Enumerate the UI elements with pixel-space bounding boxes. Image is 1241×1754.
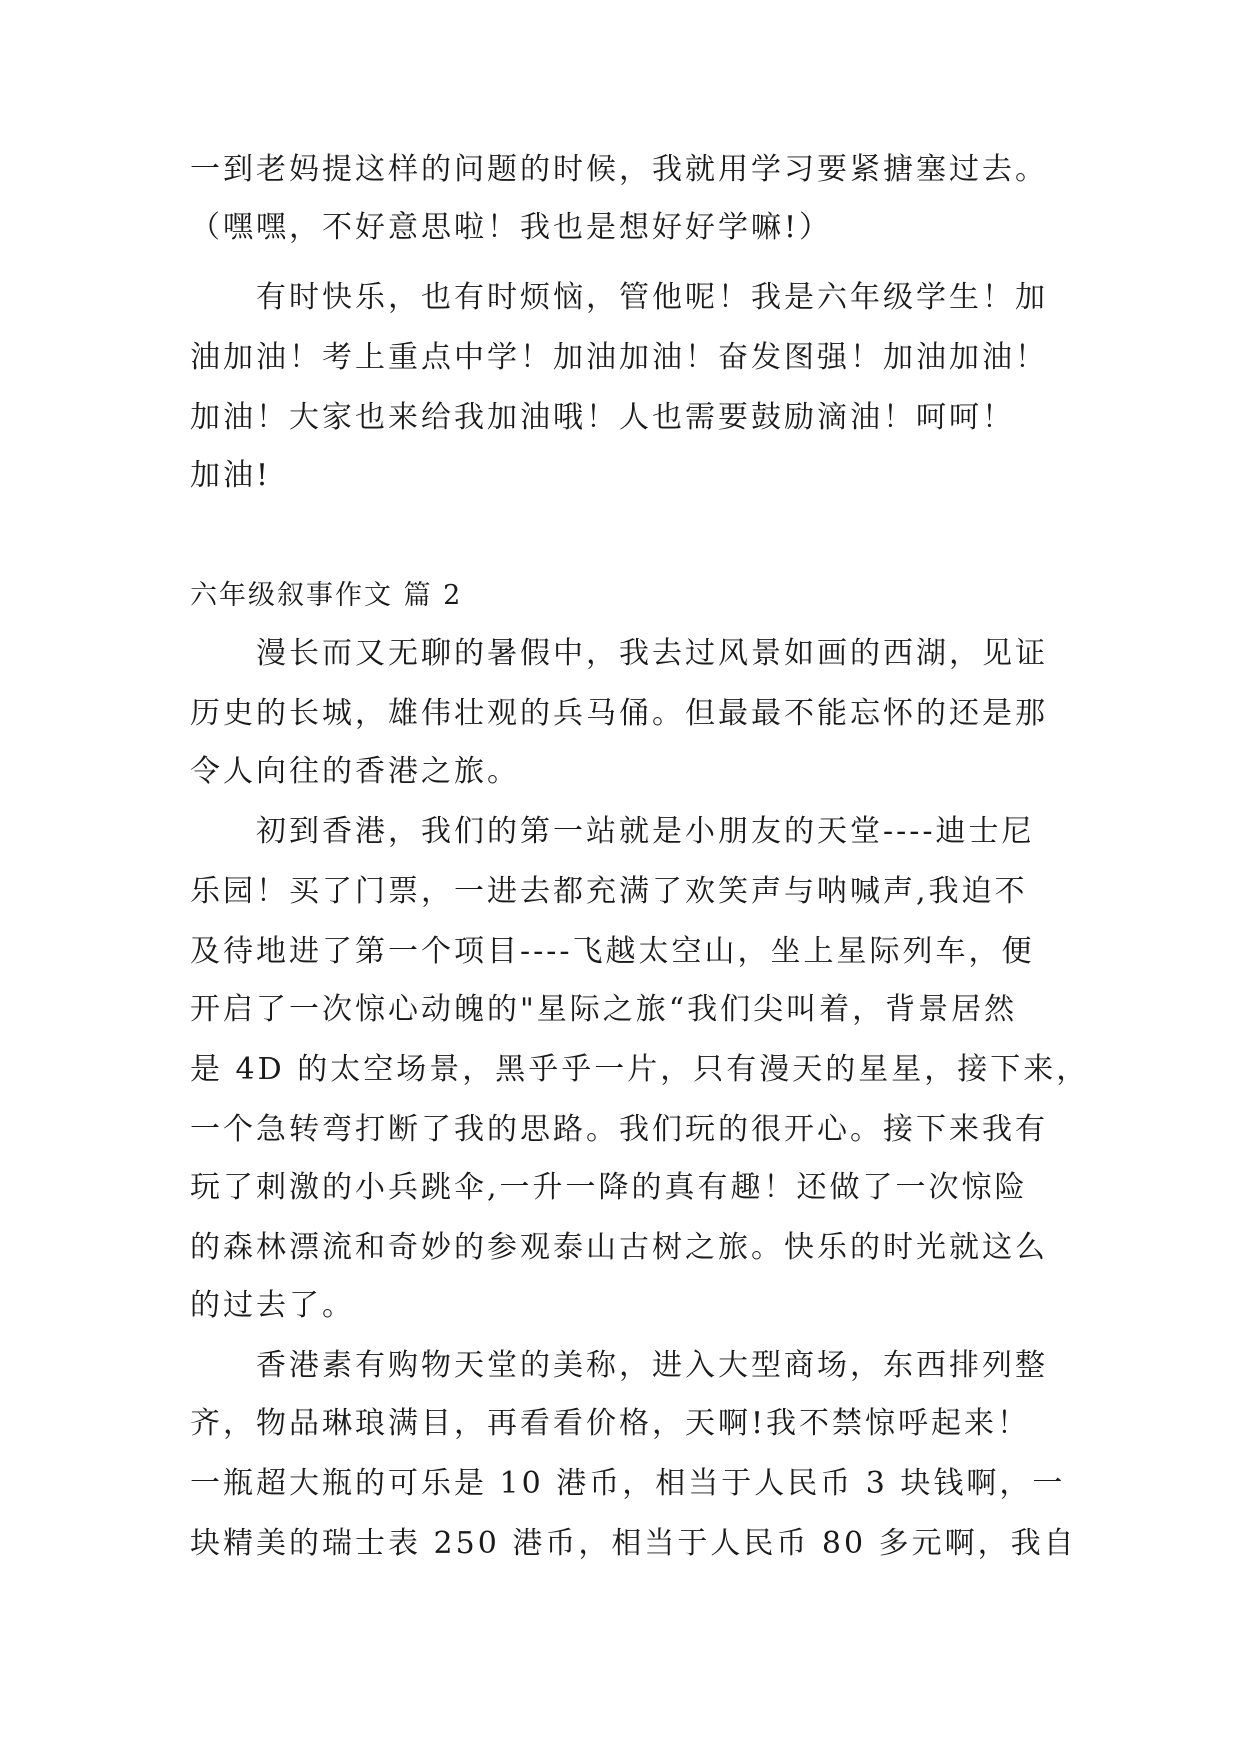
text-line: 及待地进了第一个项目----飞越太空山，坐上星际列车，便 (190, 934, 1035, 969)
text-line: 初到香港，我们的第一站就是小朋友的天堂----迪士尼 (190, 814, 1035, 849)
text-line: 有时快乐，也有时烦恼，管他呢！我是六年级学生！加 (190, 280, 1048, 315)
text-line: （嘿嘿，不好意思啦！我也是想好好学嘛!） (190, 210, 833, 245)
text-line: 香港素有购物天堂的美称，进入大型商场，东西排列整 (190, 1348, 1048, 1383)
text-line: 的森林漂流和奇妙的参观泰山古树之旅。快乐的时光就这么 (190, 1230, 1048, 1265)
section-heading: 六年级叙事作文 篇 2 (190, 580, 463, 611)
text-line: 的过去了。 (190, 1288, 355, 1323)
text-line: 加油！大家也来给我加油哦！人也需要鼓励滴油！呵呵！ (190, 400, 1015, 435)
text-line: 历史的长城，雄伟壮观的兵马俑。但最最不能忘怀的还是那 (190, 696, 1048, 731)
text-line: 一个急转弯打断了我的思路。我们玩的很开心。接下来我有 (190, 1112, 1048, 1147)
text-line: 加油! (190, 458, 272, 493)
text-line: 是 4D 的太空场景，黑乎乎一片，只有漫天的星星，接下来， (190, 1052, 1090, 1087)
text-line: 乐园！买了门票，一进去都充满了欢笑声与呐喊声,我迫不 (190, 874, 1028, 909)
text-line: 令人向往的香港之旅。 (190, 754, 520, 789)
text-line: 一瓶超大瓶的可乐是 10 港币，相当于人民币 3 块钱啊，一 (190, 1466, 1066, 1501)
text-line: 块精美的瑞士表 250 港币，相当于人民币 80 多元啊，我自 (190, 1526, 1077, 1561)
text-line: 齐，物品琳琅满目，再看看价格，天啊!我不禁惊呼起来！ (190, 1406, 1031, 1441)
text-line: 漫长而又无聊的暑假中，我去过风景如画的西湖，见证 (190, 636, 1048, 671)
text-line: 玩了刺激的小兵跳伞,一升一降的真有趣！还做了一次惊险 (190, 1170, 1028, 1205)
text-line: 开启了一次惊心动魄的"星际之旅“我们尖叫着，背景居然 (190, 992, 1018, 1027)
text-line: 一到老妈提这样的问题的时候，我就用学习要紧搪塞过去。 (190, 152, 1048, 187)
text-line: 油加油！考上重点中学！加油加油！奋发图强！加油加油！ (190, 340, 1048, 375)
